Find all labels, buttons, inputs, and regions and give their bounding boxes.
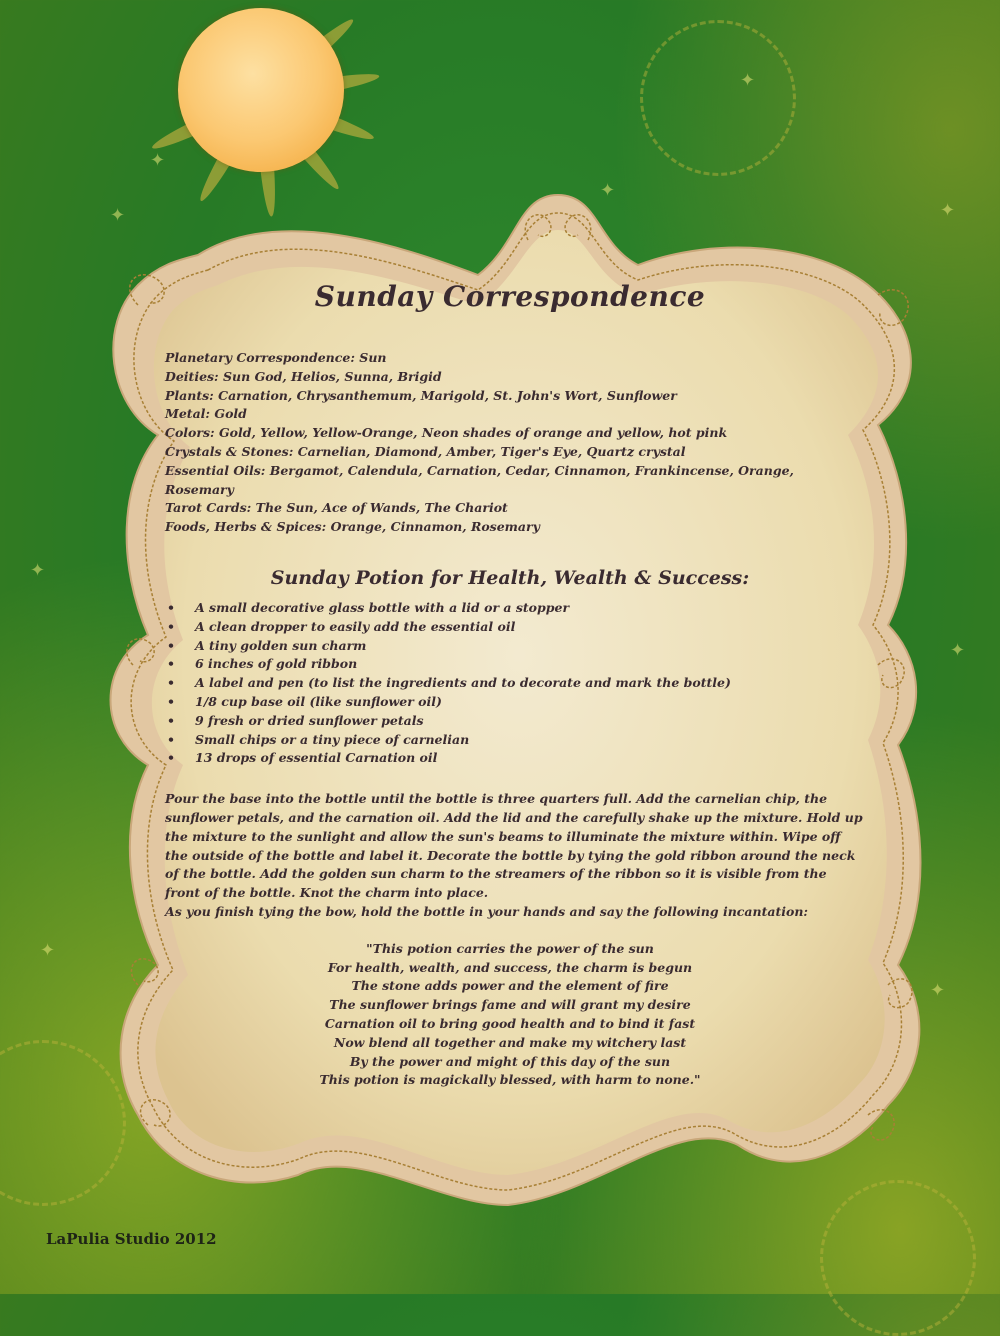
label: Colors: xyxy=(165,425,215,441)
instructions-paragraph: As you finish tying the bow, hold the bottle in your hands and say the following incantation: xyxy=(165,903,809,919)
label: Foods, Herbs & Spices: xyxy=(165,519,327,535)
value: Gold xyxy=(214,406,247,422)
label: Plants: xyxy=(165,387,214,403)
ingredient-item: • A small decorative glass bottle with a lid or a stopper xyxy=(195,599,855,618)
label: Crystals & Stones: xyxy=(165,443,294,459)
label: Metal: xyxy=(165,406,211,422)
star-icon: ✦ xyxy=(30,560,46,581)
ingredient-item: • A tiny golden sun charm xyxy=(195,637,855,656)
ingredient-item: • 9 fresh or dried sunflower petals xyxy=(195,712,855,731)
incantation-line: For health, wealth, and success, the charm is begun xyxy=(327,959,693,975)
label: Planetary Correspondence: xyxy=(165,350,355,365)
ingredient-item: • 13 drops of essential Carnation oil xyxy=(195,749,855,768)
star-icon: ✦ xyxy=(940,200,956,221)
studio-signature: LaPulia Studio 2012 xyxy=(46,1230,217,1248)
label: Essential Oils: xyxy=(165,462,266,478)
label: Deities: xyxy=(165,368,219,384)
value: Orange, Cinnamon, Rosemary xyxy=(330,519,540,535)
incantation xyxy=(165,940,855,1090)
correspondence-tarot xyxy=(165,499,855,518)
incantation-line: "This potion carries the power of the sun xyxy=(366,940,654,956)
star-icon: ✦ xyxy=(110,205,126,226)
correspondence-colors xyxy=(165,424,855,443)
value: Carnelian, Diamond, Amber, Tiger's Eye, Quartz crystal xyxy=(297,443,686,459)
ingredient-item: • A label and pen (to list the ingredients and to decorate and mark the bottle) xyxy=(195,674,855,693)
incantation-line: This potion is magickally blessed, with harm to none." xyxy=(319,1072,701,1088)
correspondence-foods xyxy=(165,518,855,537)
ingredient-item: • 6 inches of gold ribbon xyxy=(195,655,855,674)
star-icon: ✦ xyxy=(40,940,56,961)
value: Sun God, Helios, Sunna, Brigid xyxy=(223,368,442,384)
star-icon: ✦ xyxy=(150,150,166,171)
correspondence-plants xyxy=(165,387,855,406)
document-content xyxy=(165,280,863,1090)
incantation-line: Carnation oil to bring good health and to bind it fast xyxy=(324,1015,696,1031)
incantation-line: By the power and might of this day of the sun xyxy=(349,1053,671,1069)
instructions xyxy=(165,790,865,922)
ingredient-item: • A clean dropper to easily add the essential oil xyxy=(195,618,855,637)
page-title: Sunday Correspondence xyxy=(314,280,706,313)
ingredient-item: • 1/8 cup base oil (like sunflower oil) xyxy=(195,693,855,712)
correspondence-metal xyxy=(165,405,855,424)
incantation-line: The stone adds power and the element of fire xyxy=(351,978,669,994)
sun-icon xyxy=(178,8,344,172)
star-icon: ✦ xyxy=(740,70,756,91)
value: Sun xyxy=(359,350,387,365)
label: Tarot Cards: xyxy=(165,500,252,516)
value: Gold, Yellow, Yellow-Orange, Neon shades of orange and yellow, hot pink xyxy=(218,425,728,441)
incantation-line: Now blend all together and make my witchery last xyxy=(333,1034,687,1050)
correspondence-deities xyxy=(165,368,855,387)
correspondence-oils xyxy=(165,462,855,500)
correspondence-list xyxy=(165,349,855,537)
star-icon: ✦ xyxy=(950,640,966,661)
value: Bergamot, Calendula, Carnation, Cedar, Cinnamon, Frankincense, Orange, Rosemary xyxy=(165,462,794,497)
potion-title: Sunday Potion for Health, Wealth & Success: xyxy=(270,566,750,589)
ingredient-list xyxy=(165,599,855,768)
star-icon: ✦ xyxy=(600,180,616,201)
ingredient-item: • Small chips or a tiny piece of carnelian xyxy=(195,731,855,750)
correspondence-planetary xyxy=(165,349,855,368)
value: The Sun, Ace of Wands, The Chariot xyxy=(255,500,508,516)
background-sun-motif xyxy=(640,20,796,176)
correspondence-crystals xyxy=(165,443,855,462)
incantation-line: The sunflower brings fame and will grant my desire xyxy=(329,997,691,1013)
instructions-paragraph: Pour the base into the bottle until the bottle is three quarters full. Add the carnelian chip, the sunflower petals, and the carnation oil. Add the lid and the carefully shake up the mixture. Hold up the mixture to the sunlight and allow the sun's beams to illuminate the mixture within. Wipe off the outside of the bottle and label it. Decorate the bottle by tying the gold ribbon around the neck of the bottle. Add the golden sun charm to the streamers of the ribbon so it is visible from the front of the bottle. Knot the charm into place. xyxy=(165,791,863,901)
value: Carnation, Chrysanthemum, Marigold, St. John's Wort, Sunflower xyxy=(218,387,677,403)
star-icon: ✦ xyxy=(930,980,946,1001)
